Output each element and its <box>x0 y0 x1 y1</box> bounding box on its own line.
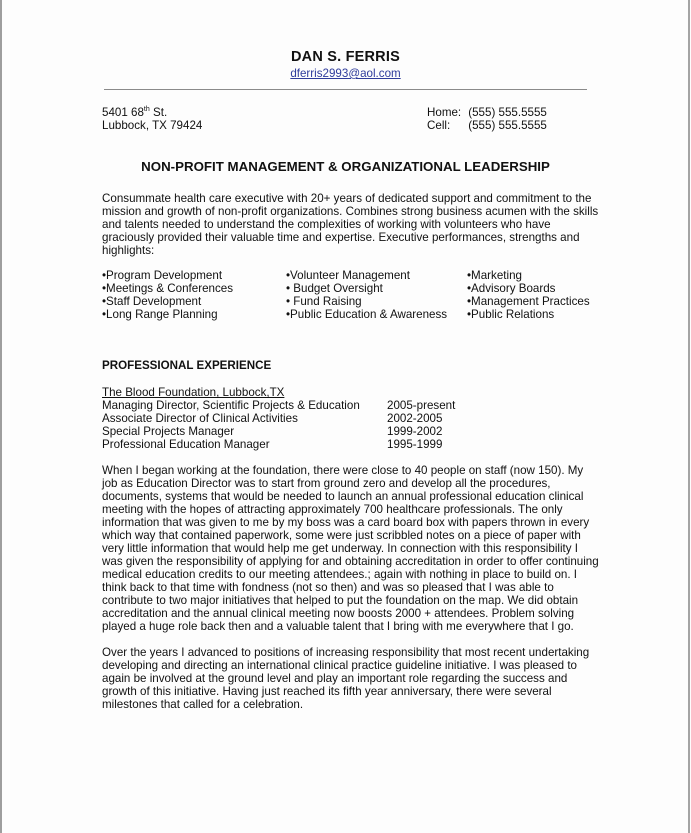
employer-name: The Blood Foundation, Lubbock,TX <box>102 386 285 399</box>
summary-paragraph <box>102 192 599 257</box>
summary-line: mission and growth of non-profit organizations. Combines strong business acumen with the skills <box>102 205 599 218</box>
paragraph-line: milestones that called for a celebration. <box>102 698 304 711</box>
city-line: Lubbock, TX 79424 <box>102 119 203 132</box>
skill-item: •Public Relations <box>467 308 555 321</box>
paragraph-line: contribute to two major initiatives that helped to put the foundation on the map. We did obtain <box>102 594 579 607</box>
position-dates: 2002-2005 <box>387 412 443 425</box>
position-dates: 1999-2002 <box>387 425 443 438</box>
skill-item: •Staff Development <box>102 295 202 308</box>
resume-headline: NON-PROFIT MANAGEMENT & ORGANIZATIONAL LEADERSHIP <box>141 159 550 174</box>
header-divider <box>104 89 587 90</box>
paragraph-line: growth of this initiative. Having just reached its fifth year anniversary, there were several <box>102 685 552 698</box>
paragraph-line: was given the responsibility of applying for and obtaining accreditation in order to offer continuing <box>102 555 599 568</box>
experience-paragraph-1 <box>102 464 599 633</box>
experience-section-title: PROFESSIONAL EXPERIENCE <box>102 359 272 372</box>
position-dates: 1995-1999 <box>387 438 443 451</box>
phone-block <box>427 106 547 132</box>
paragraph-line: again be involved at the ground level and play an important role regarding the success and <box>102 672 568 685</box>
summary-line: graciously provided their valuable time and expertise. Executive performances, strengths and <box>102 231 580 244</box>
skill-item: •Management Practices <box>467 295 590 308</box>
skill-item: •Program Development <box>102 269 223 282</box>
position-title: Associate Director of Clinical Activities <box>102 412 298 425</box>
cell-phone-label: Cell: <box>427 119 451 132</box>
street-line <box>102 106 202 119</box>
paragraph-line: think back to that time with fondness (not so then) and was so pleased that I was able to <box>102 581 554 594</box>
paragraph-line: meeting with the hopes of attracting approximately 700 healthcare professionals. The only <box>102 503 563 516</box>
position-title: Special Projects Manager <box>102 425 235 438</box>
paragraph-line: medical education credits to our meeting attendees.; again with nothing in place to build on. I <box>102 568 577 581</box>
paragraph-line: very little information that would help me get underway. In connection with this responsibility I <box>102 542 579 555</box>
skills-column-1 <box>102 269 233 321</box>
skill-item: •Long Range Planning <box>102 308 218 321</box>
skill-item: • Fund Raising <box>286 295 362 308</box>
email-line <box>0 67 691 80</box>
email-link[interactable]: dferris2993@aol.com <box>290 67 401 80</box>
paragraph-line: information that was given to me by my boss was a card board box with papers thrown in every <box>102 516 590 529</box>
skill-item: •Meetings & Conferences <box>102 282 234 295</box>
paragraph-line: job as Education Director was to start from ground zero and develop all the procedures, <box>102 477 551 490</box>
summary-line: and talents needed to understand the complexities of working with volunteers who have <box>102 218 551 231</box>
experience-paragraph-2 <box>102 646 594 711</box>
paragraph-line: documents, systems that would be needed to launch an annual professional education clinical <box>102 490 584 503</box>
position-title: Managing Director, Scientific Projects & Education <box>102 399 360 412</box>
skills-column-2 <box>286 269 447 321</box>
home-phone-value: (555) 555.5555 <box>468 106 547 119</box>
position-dates: 2005-present <box>387 399 456 412</box>
skill-item: •Advisory Boards <box>467 282 556 295</box>
page-left-edge <box>0 0 2 833</box>
skill-item: •Marketing <box>467 269 522 282</box>
paragraph-line: When I began working at the foundation, there were close to 40 people on staff (now 150). My <box>102 464 584 477</box>
summary-line: Consummate health care executive with 20+ years of dedicated support and commitment to the <box>102 192 592 205</box>
skill-item: •Public Education & Awareness <box>286 308 448 321</box>
street-number: 5401 68 <box>102 106 144 119</box>
paragraph-line: accreditation and the annual clinical meeting now boosts 2000 + attendees. Problem solving <box>102 607 575 620</box>
street-name: St. <box>149 106 168 119</box>
street-ordinal-suffix: th <box>143 106 150 113</box>
home-phone-line <box>427 106 547 119</box>
paragraph-line: developing and directing an international clinical practice guideline initiative. I was pleased to <box>102 659 577 672</box>
skills-column-3 <box>467 269 590 321</box>
paragraph-line: played a huge role back then and a valuable talent that I bring with me everywhere that I go. <box>102 620 574 633</box>
position-title: Professional Education Manager <box>102 438 270 451</box>
page-right-edge <box>688 0 690 833</box>
skill-item: •Volunteer Management <box>286 269 410 282</box>
candidate-name: DAN S. FERRIS <box>291 49 400 65</box>
skill-item: • Budget Oversight <box>286 282 383 295</box>
cell-phone-value: (555) 555.5555 <box>468 119 547 132</box>
paragraph-line: Over the years I advanced to positions of increasing responsibility that most recent undertaking <box>102 646 590 659</box>
cell-phone-line <box>427 119 547 132</box>
home-phone-label: Home: <box>427 106 462 119</box>
summary-line: highlights: <box>102 244 155 257</box>
paragraph-line: which way that contained paperwork, some were just scribbled notes on a piece of paper with <box>102 529 581 542</box>
address-block <box>102 106 202 132</box>
